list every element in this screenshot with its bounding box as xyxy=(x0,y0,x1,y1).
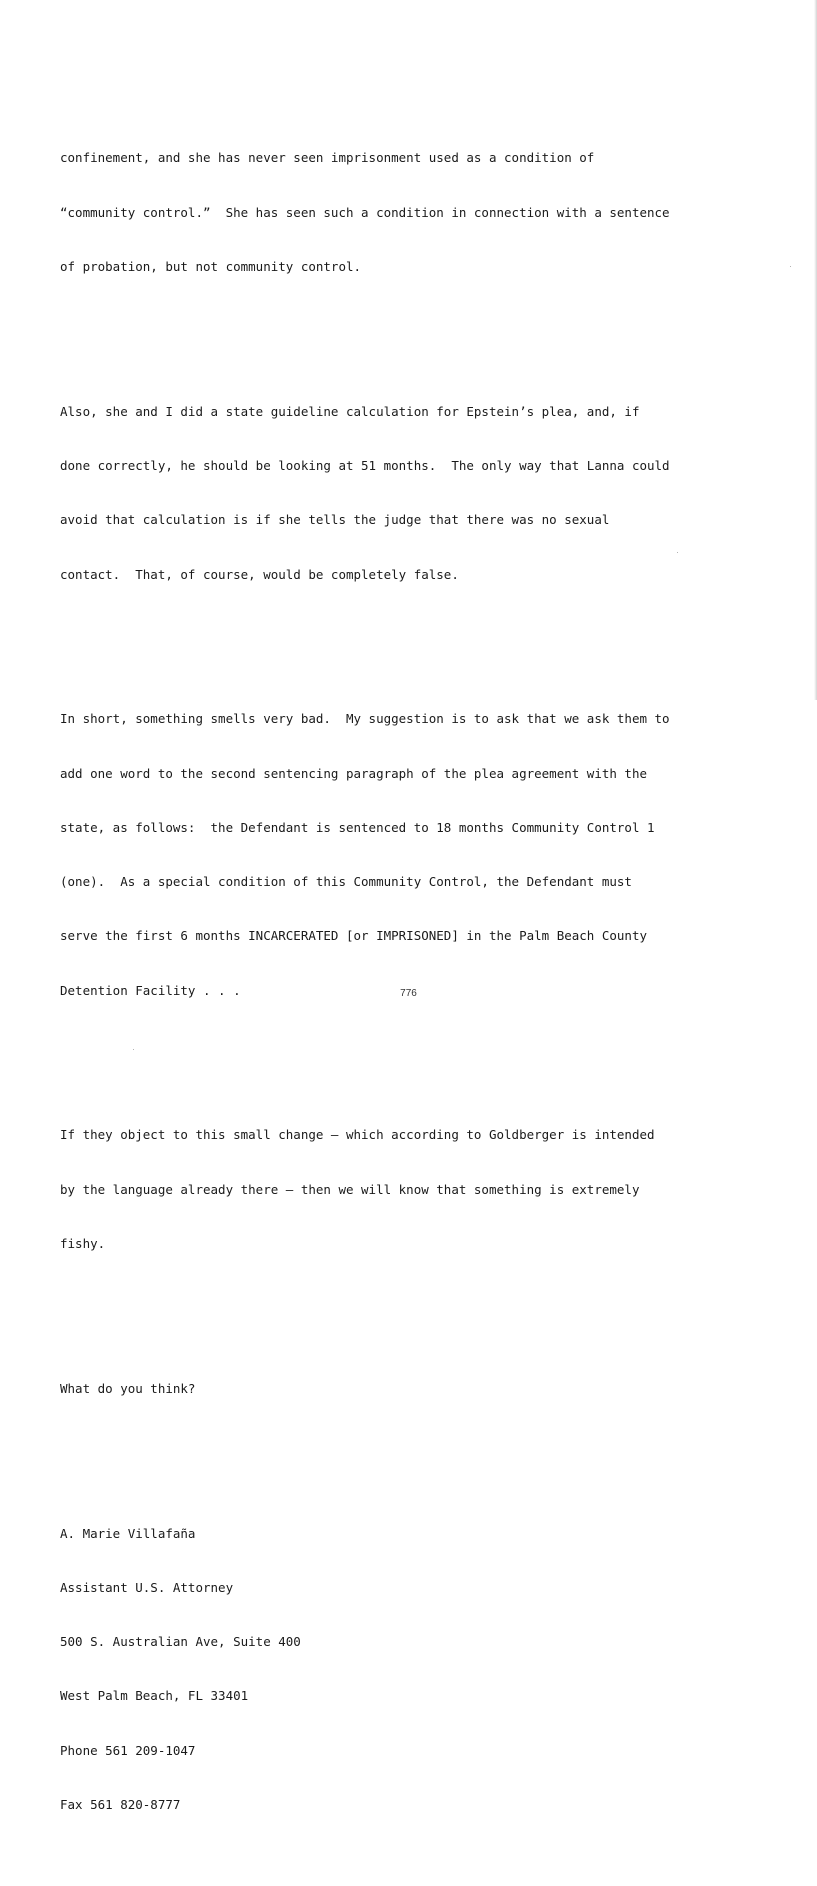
signature-block xyxy=(60,1488,800,1850)
text-line: done correctly, he should be looking at 51 months. The only way that Lanna could xyxy=(60,457,670,473)
paragraph-objection xyxy=(60,1090,800,1289)
text-line: of probation, but not community control. xyxy=(60,258,362,274)
paragraph-guideline-calculation xyxy=(60,367,800,620)
signature-address-line1: 500 S. Australian Ave, Suite 400 xyxy=(60,1634,301,1650)
text-line: contact. That, of course, would be completely false. xyxy=(60,566,459,582)
text-line: confinement, and she has never seen imprisonment used as a condition of xyxy=(60,150,595,166)
text-line: In short, something smells very bad. My suggestion is to ask that we ask them to xyxy=(60,711,670,727)
text-line: What do you think? xyxy=(60,1380,196,1396)
email-body xyxy=(60,77,800,1886)
text-line: Detention Facility . . . xyxy=(60,982,241,998)
text-line: fishy. xyxy=(60,1236,106,1251)
scan-speck xyxy=(790,266,791,267)
signature-address-line2: West Palm Beach, FL 33401 xyxy=(60,1688,249,1704)
text-line: If they object to this small change – which according to Goldberger is intended xyxy=(60,1127,655,1143)
paragraph-suggestion xyxy=(60,674,800,1036)
text-line: (one). As a special condition of this Community Control, the Defendant must xyxy=(60,874,632,890)
signature-fax: Fax 561 820-8777 xyxy=(60,1796,181,1812)
scan-speck xyxy=(133,1049,134,1050)
text-line: add one word to the second sentencing paragraph of the plea agreement with the xyxy=(60,765,647,781)
text-line: “community control.” She has seen such a condition in connection with a sentence xyxy=(60,204,670,220)
signature-name: A. Marie Villafaña xyxy=(60,1525,196,1541)
text-line: state, as follows: the Defendant is sentenced to 18 months Community Control 1 xyxy=(60,819,655,835)
scan-speck xyxy=(677,552,678,553)
text-line: avoid that calculation is if she tells the judge that there was no sexual xyxy=(60,512,610,528)
page-number: 776 xyxy=(400,988,417,999)
signature-title: Assistant U.S. Attorney xyxy=(60,1579,234,1595)
signature-phone: Phone 561 209-1047 xyxy=(60,1742,196,1758)
paragraph-confinement xyxy=(60,113,800,312)
paragraph-question xyxy=(60,1344,800,1434)
text-line: Also, she and I did a state guideline calculation for Epstein’s plea, and, if xyxy=(60,403,640,419)
text-line: serve the first 6 months INCARCERATED [or IMPRISONED] in the Palm Beach County xyxy=(60,928,647,944)
text-line: by the language already there – then we will know that something is extremely xyxy=(60,1181,640,1197)
